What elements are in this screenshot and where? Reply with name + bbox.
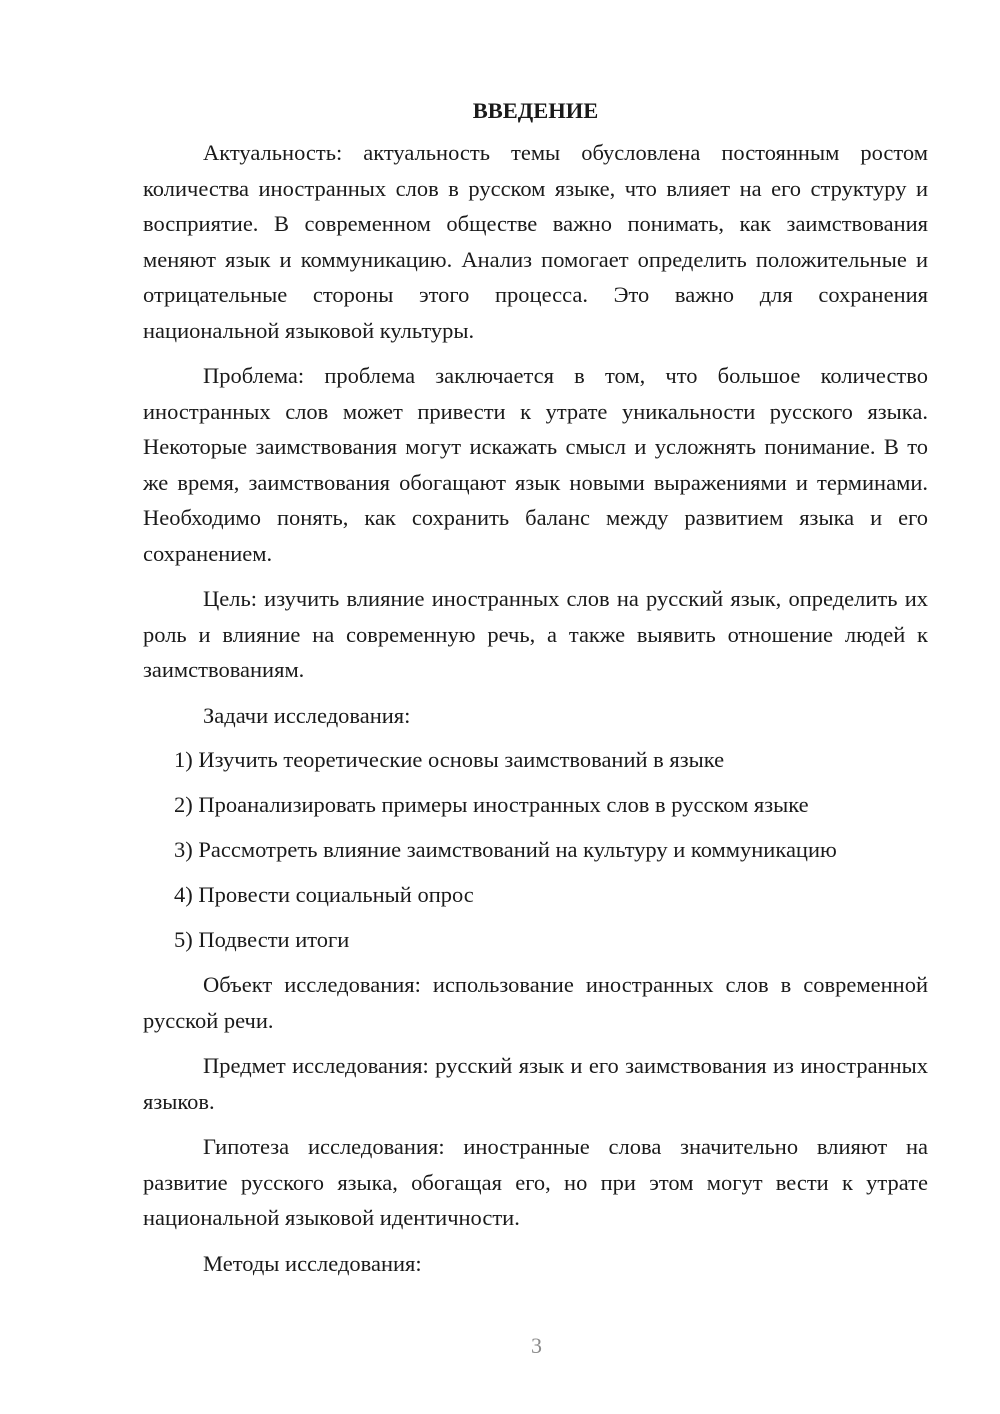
task-item: 5) Подвести итоги [174,927,350,952]
paragraph-subject: Предмет исследования: русский язык и его заимствования из иностранных языков. [143,1053,928,1114]
section-title: ВВЕДЕНИЕ [472,98,599,123]
methods-heading: Методы исследования: [203,1250,422,1276]
tasks-list [143,742,928,958]
page-number: 3 [531,1333,542,1358]
paragraph-relevance: Актуальность: актуальность темы обусловлена постоянным ростом количества иностранных слов в русском языке, что влияет на его структуру и восприятие. В современном обществе важно понимать, как заимствования меняют язык и коммуникацию. Анализ помогает определить положительные и отрицательные стороны этого процесса. Это важно для сохранения национальной языковой культуры. [143,140,928,343]
paragraph-problem: Проблема: проблема заключается в том, что большое количество иностранных слов может привести к утрате уникальности русского языка. Некоторые заимствования могут искажать смысл и усложнять понимание. В то же время, заимствования обогащают язык новыми выражениями и терминами. Необходимо понять, как сохранить баланс между развитием языка и его сохранением. [143,363,928,566]
task-item: 3) Рассмотреть влияние заимствований на культуру и коммуникацию [174,837,837,862]
task-item: 2) Проанализировать примеры иностранных слов в русском языке [174,792,809,817]
task-item: 4) Провести социальный опрос [174,882,474,907]
paragraph-hypothesis: Гипотеза исследования: иностранные слова значительно влияют на развитие русского языка, обогащая его, но при этом могут вести к утрате национальной языковой идентичности. [143,1134,928,1230]
document-page [143,95,928,1290]
paragraph-object: Объект исследования: использование иностранных слов в современной русской речи. [143,972,928,1033]
tasks-heading: Задачи исследования: [203,702,411,728]
paragraph-goal: Цель: изучить влияние иностранных слов на русский язык, определить их роль и влияние на современную речь, а также выявить отношение людей к заимствованиям. [143,586,928,682]
task-item: 1) Изучить теоретические основы заимствований в языке [174,747,725,772]
